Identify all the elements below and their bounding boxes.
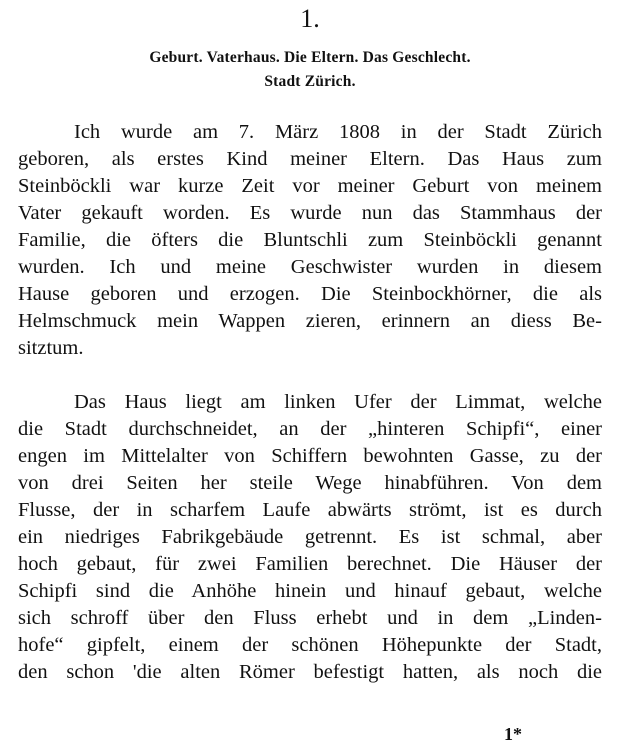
paragraph-line: Familie, die öfters die Bluntschli zum Steinböckli genannt — [18, 229, 602, 251]
paragraph-line: wurden. Ich und meine Geschwister wurden in diesem — [18, 256, 602, 278]
paragraph-line: engen im Mittelalter von Schiffern bewohnten Gasse, zu der — [18, 445, 602, 467]
paragraph-line: Ich wurde am 7. März 1808 in der Stadt Zürich — [74, 121, 602, 143]
paragraph-line: Flusse, der in scharfem Laufe abwärts strömt, ist es durch — [18, 499, 602, 521]
paragraph-line: sich schroff über den Fluss erhebt und in dem „Linden- — [18, 607, 602, 629]
chapter-number: 1. — [300, 4, 320, 33]
paragraph-line: sitztum. — [18, 337, 84, 359]
paragraph-line: von drei Seiten her steile Wege hinabführen. Von dem — [18, 472, 602, 494]
chapter-heading-line: Geburt. Vaterhaus. Die Eltern. Das Geschlecht. — [149, 49, 471, 66]
paragraph-line: hofe“ gipfelt, einem der schönen Höhepunkte der Stadt, — [18, 634, 602, 656]
paragraph-line: den schon 'die alten Römer befestigt hatten, als noch die — [18, 661, 602, 683]
paragraph-line: geboren, als erstes Kind meiner Eltern. Das Haus zum — [18, 148, 602, 170]
paragraph-line: hoch gebaut, für zwei Familien berechnet. Die Häuser der — [18, 553, 602, 575]
paragraph-line: die Stadt durchschneidet, an der „hinteren Schipfi“, einer — [18, 418, 602, 440]
paragraph-line: Schipfi sind die Anhöhe hinein und hinauf gebaut, welche — [18, 580, 602, 602]
paragraph-line: Steinböckli war kurze Zeit vor meiner Geburt von meinem — [18, 175, 602, 197]
paragraph-line: Helmschmuck mein Wappen zieren, erinnern an diess Be- — [18, 310, 602, 332]
paragraph-line: Das Haus liegt am linken Ufer der Limmat, welche — [74, 391, 602, 413]
paragraph-line: Hause geboren und erzogen. Die Steinbockhörner, die als — [18, 283, 602, 305]
paragraph-line: ein niedriges Fabrikgebäude getrennt. Es ist schmal, aber — [18, 526, 602, 548]
chapter-heading-line: Stadt Zürich. — [264, 73, 356, 90]
paragraph-line: Vater gekauft worden. Es wurde nun das Stammhaus der — [18, 202, 602, 224]
signature-mark: 1* — [504, 724, 522, 744]
